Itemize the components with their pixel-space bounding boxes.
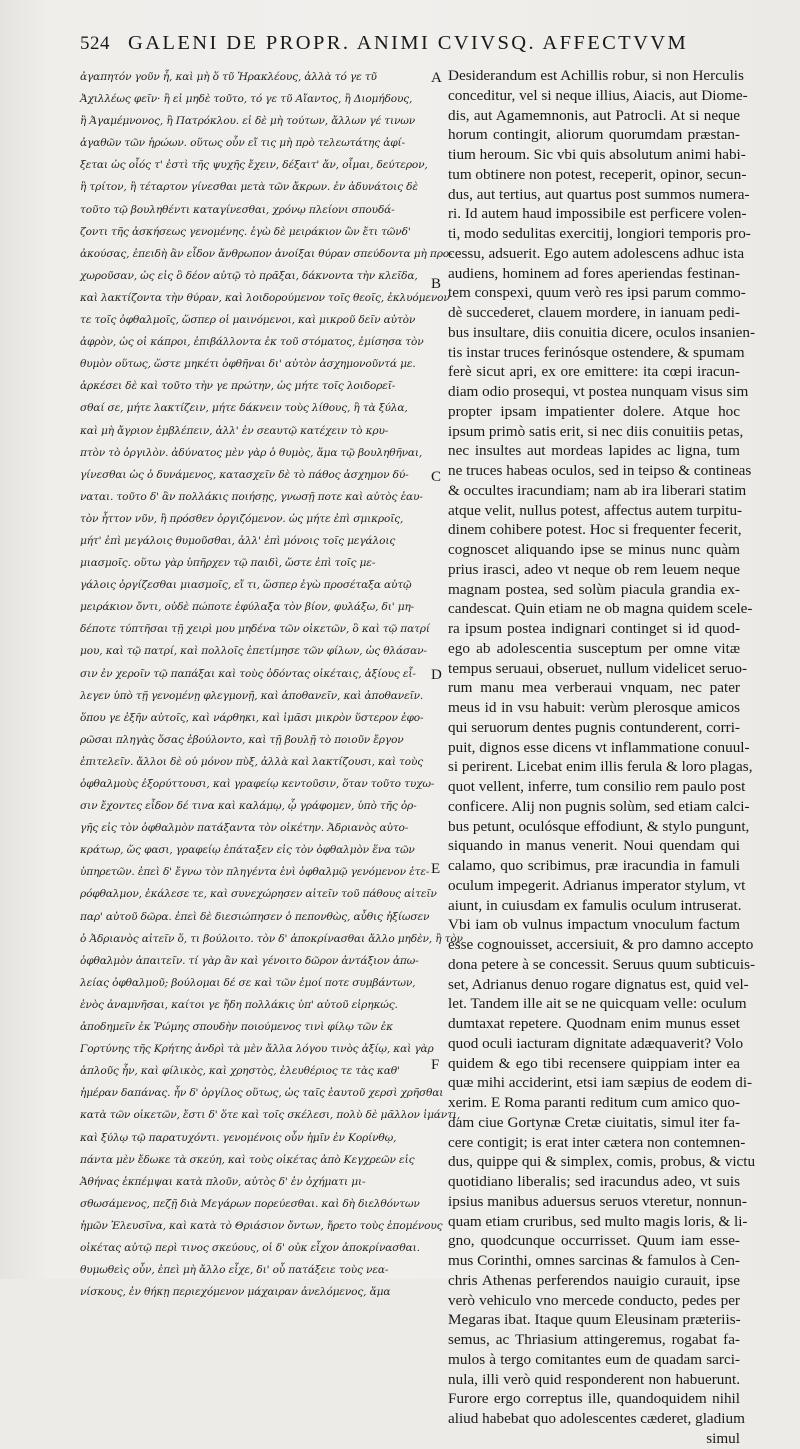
greek-text-line: ἑνὸς ἀναμνῆσαι, καίτοι γε ἤδη πολλάκις ὑπ' αὐτοῦ εἰρηκώς. bbox=[80, 998, 398, 1011]
latin-text-line: dumtaxat repetere. Quodnam enim munus esset bbox=[448, 1015, 740, 1032]
margin-letter-f: F bbox=[431, 1057, 440, 1073]
latin-text-line: tium heroum. Sic vbi quis absolutum animi habi- bbox=[448, 146, 746, 163]
greek-text-line: μου, καὶ τῷ πατρί, καὶ πολλοῖς ἐπετίμησε τῶν φίλων, ὡς θλάσαν- bbox=[80, 645, 427, 658]
greek-text-line: οἰκέτας αὐτῷ περὶ τινος σκεύους, οἱ δ' οὐκ εἶχον ἀποκρίνασθαι. bbox=[80, 1241, 420, 1254]
running-header bbox=[80, 32, 720, 64]
greek-text-line: ὀφθαλμὸν ἀπαιτεῖν. τί γὰρ ἂν καὶ γένοιτο δῶρον ἀντάξιον ἀπω- bbox=[80, 954, 419, 967]
latin-text-line: dona petere à se concessit. Seruus quum subticuis- bbox=[448, 955, 756, 973]
latin-text-line: magnam postea, sed solùm piacula grandia ex- bbox=[448, 580, 740, 598]
greek-text-line: γῆς εἰς τὸν ὀφθαλμὸν πατάξαντα τὸν οἰκέτην. Ἀδριανὸς αὐτο- bbox=[80, 822, 409, 835]
latin-text-line: quotidiano liberalis; sed iracundus adeo, vt suis bbox=[448, 1173, 740, 1190]
greek-text-line: ἀποδημεῖν ἐκ Ῥώμης σπουδὴν ποιούμενος τινὶ φίλῳ τῶν ἐκ bbox=[80, 1021, 393, 1034]
greek-text-line: δέποτε τύπτῆσαι τῇ χειρὶ μου μηδένα τῶν οἰκετῶν, ὃ καὶ τῷ πατρί bbox=[80, 623, 430, 636]
latin-text-line: calamo, quo scribimus, præ iracundia in famuli bbox=[448, 857, 740, 874]
latin-text-column bbox=[448, 66, 756, 1449]
latin-text-line: dam ciue Gortynæ Cretæ ciuitatis, simul iter fa- bbox=[448, 1113, 740, 1131]
latin-text-line: mulos à tergo comitantes eum de quadam sarci- bbox=[448, 1350, 740, 1368]
margin-letter-e: E bbox=[431, 861, 441, 877]
latin-text-line: xerim. E Roma paranti reditum cum amico quo- bbox=[448, 1094, 740, 1111]
latin-text-line: meus id in vsu habuit: verùm plerosque amicos bbox=[448, 699, 740, 716]
margin-letter-d: D bbox=[431, 667, 442, 683]
greek-text-line: τὸν ἧττον νῦν, ἢ πρόσθεν ὀργιζόμενον. ὡς μήτε ἐπὶ σμικροῖς, bbox=[80, 512, 404, 525]
latin-text-line: si perirent. Licebat enim illis ferula & loro plagas, bbox=[448, 758, 753, 776]
latin-text-line: dis, aut Agamemnonis, aut Patrocli. At si neque bbox=[448, 106, 740, 124]
latin-text-line: chris Athenas perferendos nauigio curauit, ipse bbox=[448, 1271, 740, 1289]
greek-text-line: σθαί σε, μήτε λακτίζειν, μήτε δάκνειν τοὺς λίθους, ἢ τὰ ξύλα, bbox=[80, 402, 408, 415]
latin-text-line: Desiderandum est Achillis robur, si non Herculis bbox=[448, 67, 744, 84]
greek-text-line: χωροῦσαν, ὡς εἰς ὃ δέον αὐτῷ τὸ πρᾶξαι, δάκνοντα τὴν κλεῖδα, bbox=[80, 269, 418, 282]
greek-text-line: ναται. τοῦτο δ' ἂν πολλάκις ποιήσῃς, γνωσῇ ποτε καὶ αὐτὸς ἑαυ- bbox=[80, 490, 423, 503]
greek-text-line: ρόφθαλμον, ἐκάλεσε τε, καὶ συνεχώρησεν αἰτεῖν τοῦ πάθους αἰτεῖν bbox=[80, 888, 437, 901]
greek-text-line: λείας ὀφθαλμοῦ; βούλομαι δέ σε καὶ τῶν ἐμοί ποτε συμβάντων, bbox=[80, 976, 416, 989]
latin-text-line: audiens, hominem ad fores aperiendas festinan- bbox=[448, 264, 740, 282]
latin-text-line: dus, aut tertius, aut quartus post summos numera- bbox=[448, 185, 750, 203]
greek-text-line: ὅπου γε ἐξῆν αὐτοῖς, καὶ νάρθηκι, καὶ ἱμᾶσι μικρὸν ὕστερον ἐφο- bbox=[80, 711, 424, 724]
latin-text-line: ri. Id autem haud impossibile est perficere volen- bbox=[448, 205, 747, 223]
latin-text-line: Vbi iam ob vulnus impactum vnoculum factum bbox=[448, 916, 740, 934]
latin-text-line: quidem & ego tibi recensere quippiam inter ea bbox=[448, 1054, 740, 1072]
greek-text-line: σθωσάμενος, πεζῇ διὰ Μεγάρων πορεύεσθαι. καὶ δὴ διελθόντων bbox=[80, 1197, 420, 1210]
latin-text-line: cognoscet aliquando ipse se minus nunc quàm bbox=[448, 541, 740, 558]
latin-text-line: gno, quodcunque occurrisset. Quum iam esse- bbox=[448, 1232, 740, 1250]
greek-text-line: ἡμῶν Ἐλευσῖνα, καὶ κατὰ τὸ Θριάσιον ὄντων, ἤρετο τοὺς ἑπομένους bbox=[80, 1219, 443, 1232]
latin-text-line: ti, modo sedulitas exercitij, longiori temporis pro- bbox=[448, 225, 751, 242]
latin-text-line: horum contingit, aliorum quorumdam præstan- bbox=[448, 126, 740, 144]
margin-letter-b: B bbox=[431, 276, 442, 292]
latin-text-line: qui seruorum dentes pugnis contunderent, corri- bbox=[448, 718, 740, 736]
margin-letter-a: A bbox=[431, 70, 442, 86]
greek-text-line: θυμωθεὶς οὖν, ἐπεὶ μὴ ἄλλο εἶχε, δι' οὗ πατάξειε τοὺς νεα- bbox=[80, 1264, 389, 1277]
latin-text-line: semus, ac Thriasium attingeremus, rogabat fa- bbox=[448, 1331, 740, 1348]
greek-text-line: τε τοῖς ὀφθαλμοῖς, ὥσπερ οἱ μαινόμενοι, καὶ μικροῦ δεῖν αὐτὸν bbox=[80, 314, 416, 327]
latin-text-line: puit, dignos esse dicens vt inflammatione conuul- bbox=[448, 738, 750, 756]
greek-text-line: πάντα μὲν ἔδωκε τὰ σκεύη, καὶ τοὺς οἰκέτας ἀπὸ Κεγχρεῶν εἰς bbox=[80, 1153, 415, 1166]
latin-text-line: dus, quippe qui & simplex, comis, probus, & victu bbox=[448, 1153, 756, 1171]
greek-text-line: σιν ἐν χεροῖν τῷ παπάξαι καὶ τοὺς ὀδόντας οἰκέταις, ἀξίους εἶ- bbox=[80, 667, 416, 680]
page-number: 524 bbox=[80, 33, 110, 54]
latin-text-line: quot vellent, inferre, tum consilio rem paulo post bbox=[448, 778, 746, 795]
greek-text-line: ἡμέραν δαπάνας. ἦν δ' ὀργίλος οὕτως, ὡς ταῖς ἑαυτοῦ χερσὶ χρῆσθαι bbox=[80, 1087, 444, 1100]
greek-text-line: καὶ λακτίζοντα τὴν θύραν, καὶ λοιδορούμενον τοῖς θεοῖς, ἐκλυόμενον bbox=[80, 291, 450, 304]
latin-text-line: let. Tandem ille ait se ne quicquam velle: oculum bbox=[448, 995, 747, 1013]
latin-text-line: esse cognouisset, accersiuit, & pro damno accepto bbox=[448, 936, 754, 953]
latin-text-line: Megaras ibat. Itaque quum Eleusinam præteriis- bbox=[448, 1311, 741, 1329]
greek-text-line: ἀγαπητόν γοῦν ἦ, καὶ μὴ ὅ τῦ Ἡρακλέους, ἀλλὰ τό γε τῦ bbox=[80, 71, 377, 83]
greek-text-line: λεγεν ὑπὸ τῇ γενομένῃ φλεγμονῇ, καὶ ἀποθανεῖν, καὶ ἀποθανεῖν. bbox=[80, 689, 424, 702]
latin-text-line: quæ mihi acciderint, etsi iam sæpius de eodem di- bbox=[448, 1074, 753, 1092]
greek-text-line: καὶ ξύλῳ τῷ παρατυχόντι. γενομένοις οὖν ἡμῖν ἐν Κορίνθῳ, bbox=[80, 1131, 397, 1144]
greek-text-line: μιασμοῖς. οὕτω γὰρ ὑπῆρχεν τῷ παιδὶ, ὥστε ἐπὶ τοῖς με- bbox=[80, 557, 376, 570]
greek-text-line: ἁπλοῦς ἦν, καὶ φίλικὸς, καὶ χρηστὸς, ἐλευθέριος τε τὰς καθ' bbox=[80, 1065, 400, 1078]
greek-text-line: Γορτύνης τῆς Κρήτης ἀνδρὶ τὰ μὲν ἄλλα λόγου τινὸς ἀξίῳ, καὶ γὰρ bbox=[80, 1043, 434, 1056]
greek-text-line: θυμὸν οὕτως, ὥστε μηκέτι ὀφθῆναι δι' αὐτὸν ἀσχημονοῦντά με. bbox=[80, 358, 416, 371]
latin-text-line: tempus seruaui, obseruet, nullum videlicet seruo- bbox=[448, 659, 748, 677]
greek-text-line: νίσκους, ἐν θήκῃ περιεχόμενον μάχαιραν ἀνελόμενος, ἅμα bbox=[80, 1286, 391, 1299]
greek-text-line: ἢ Ἀγαμέμνονος, ἢ Πατρόκλου. εἰ δὲ μὴ τούτων, ἄλλων γέ τινων bbox=[80, 115, 416, 128]
latin-text-line: aliud habebat quo adolescentes cæderet, gladium bbox=[448, 1410, 745, 1427]
greek-text-line: τοῦτο τῷ βουληθέντι καταγίνεσθαι, χρόνῳ πλείονι σπουδά- bbox=[80, 203, 395, 216]
latin-text-line: mus Corinthi, omnes sarcinas & famulos à Cen- bbox=[448, 1252, 740, 1269]
latin-text-line: tis instar truces ferinósque ostendere, & spumam bbox=[448, 343, 745, 361]
latin-text-line: bus petunt, oculósque effodiunt, & stylo pungunt, bbox=[448, 817, 750, 835]
latin-text-line: rum manu mea verberaui vnquam, nec pater bbox=[448, 679, 740, 697]
latin-text-line: aiunt, in cuiusdam ex famulis oculum intruserat. bbox=[448, 896, 742, 914]
latin-text-line: diam odio prosequi, vt postea nunquam visus sim bbox=[448, 383, 749, 400]
latin-text-line: quod oculi iacturam dignitate adæquaverit? Volo bbox=[448, 1034, 744, 1052]
greek-text-line: σιν ἔχοντες εἶδον δέ τινα καὶ καλάμῳ, ᾧ γράφομεν, ὑπὸ τῆς ὀρ- bbox=[80, 800, 417, 813]
greek-text-line: κατὰ τῶν οἰκετῶν, ἔστι δ' ὅτε καὶ τοῖς σκέλεσι, πολὺ δὲ μᾶλλον ἱμάντι, bbox=[80, 1109, 461, 1122]
greek-text-line: Ἀχιλλέως φεῖν· ἢ εἰ μηδὲ τοῦτο, τό γε τῦ Αἴαντος, ἢ Διομήδους, bbox=[80, 93, 413, 106]
latin-text-line: candescat. Quin etiam ne ob magna quidem scele- bbox=[448, 600, 753, 618]
latin-text-line: cere contigit; is erat inter cætera non contemnen- bbox=[448, 1133, 746, 1151]
latin-text-line: siquando in manus venerit. Noui quendam qui bbox=[448, 837, 740, 855]
greek-text-line: ζοντι τῆς ἀσκήσεως γενομένης. ἐγὼ δὲ μειράκιον ὢν ἔτι τῶνδ' bbox=[80, 225, 411, 238]
latin-text-line: bus insultare, diis conuitia dicere, oculos insanien- bbox=[448, 323, 756, 341]
latin-text-line: verò vehiculo vno mercede conducto, pedes per bbox=[448, 1291, 740, 1309]
latin-text-line: simul bbox=[706, 1429, 740, 1447]
greek-text-line: καὶ μὴ ἄγριον ἐμβλέπειν, ἀλλ' ἐν σεαυτῷ κατέχειν τὸ κρυ- bbox=[80, 424, 389, 437]
greek-text-line: ἀκούσας, ἐπειδὴ ἂν εἶδον ἄνθρωπον ἀνοίξαι θύραν σπεύδοντα μὴ προ- bbox=[80, 247, 453, 260]
greek-text-line: κράτωρ, ὥς φασι, γραφείῳ ἐπάταξεν εἰς τὸν ὀφθαλμὸν ἕνα τῶν bbox=[80, 844, 415, 857]
greek-text-line: ὁ Ἀδριανὸς αἰτεῖν ὅ, τι βούλοιτο. τὸν δ' ἀποκρίνασθαι ἄλλο μηδὲν, ἢ τὸν bbox=[80, 932, 463, 945]
latin-text-line: cessu, adsuerit. Ego autem adolescens adhuc ista bbox=[448, 244, 745, 262]
greek-text-line: ἀφρὸν, ὡς οἱ κάπροι, ἐπιβάλλοντα ἐκ τοῦ στόματος, ἐμίσησα τὸν bbox=[80, 336, 424, 349]
latin-text-line: ego ab adolescentia susceptum per omne vitæ bbox=[448, 639, 740, 657]
latin-text-line: dè succederet, clauem mordere, in ianuam pedi- bbox=[448, 304, 740, 321]
latin-text-line: tum obtinere non potest, receperit, opinor, secun- bbox=[448, 165, 747, 183]
latin-text-line: nula, illi verò quid responderent non habuerunt. bbox=[448, 1370, 740, 1388]
latin-text-line: quam etiam cruribus, sed multo magis loris, & li- bbox=[448, 1212, 748, 1230]
latin-text-line: conficere. Alij non pugnis solùm, sed etiam calci- bbox=[448, 797, 750, 815]
greek-text-line: πτὸν τὸ ὀργιλὸν. ἀδύνατος μὲν γὰρ ὁ θυμὸς, ἅμα τῷ βουληθῆναι, bbox=[80, 446, 423, 459]
latin-text-line: propter ipsam impatienter dolere. Atque hoc bbox=[448, 402, 740, 420]
greek-text-line: ξεται ὡς οἷός τ' ἐστὶ τῆς ψυχῆς ἔχειν, δέξαιτ' ἄν, οἶμαι, δεύτερον, bbox=[80, 159, 428, 172]
greek-text-line: μήτ' ἐπὶ μεγάλοις θυμοῦσθαι, ἀλλ' ἐπὶ μόνοις τοῖς μεγάλοις bbox=[80, 534, 396, 547]
latin-text-line: ra ipsum postea indignari continget si id quod- bbox=[448, 620, 740, 637]
latin-text-line: ferè sicut apri, ex ore emittere: ita cœpi iracun- bbox=[448, 363, 740, 381]
greek-text-line: γάλοις ὀργίζεσθαι μιασμοῖς, εἴ τι, ὥσπερ ἐγὼ προσέταξα αὐτῷ bbox=[80, 579, 412, 592]
greek-text-line: ἢ τρίτον, ἢ τέταρτον γίνεσθαι μετὰ τῶν ἄκρων. ἐν ἀδυνάτοις δὲ bbox=[80, 181, 418, 194]
latin-text-line: conceditur, vel si neque illius, Aiacis, aut Diome- bbox=[448, 86, 748, 104]
greek-text-line: μειράκιον ὄντι, οὐδὲ πώποτε ἐφύλαξα τὸν βίον, φυλάξω, δι' μη- bbox=[80, 601, 415, 614]
greek-text-line: ἀγαθῶν τῶν ἡρώων. οὕτως οὖν εἴ τις μὴ πρὸ τελεωτάτης ἀφί- bbox=[80, 137, 405, 150]
greek-text-line: ὑπηρετῶν. ἐπεὶ δ' ἔγνω τὸν πληγέντα ἑνὶ ὀφθαλμῷ γενόμενον ἑτε- bbox=[80, 866, 430, 879]
latin-text-line: nec insultes aut mordeas lapides ac ligna, tum bbox=[448, 442, 740, 460]
latin-text-line: ipsius manibus aduersus seruos vteretur, nonnun- bbox=[448, 1192, 747, 1210]
latin-text-line: oculum impegerit. Adrianus imperator stylum, vt bbox=[448, 876, 746, 894]
latin-text-line: dinem cohibere potest. Hoc si frequenter fecerit, bbox=[448, 521, 742, 539]
greek-text-column bbox=[80, 66, 463, 1303]
latin-text-line: prius irasci, adeo vt neque ob rem leuem neque bbox=[448, 560, 740, 578]
greek-text-line: Ἀθήνας ἐκπέμψαι κατὰ πλοῦν, αὐτὸς δ' ἐν ὀχήματι μι- bbox=[80, 1175, 366, 1188]
latin-text-line: atque velit, nullus potest, affectus autem turpitu- bbox=[448, 501, 743, 519]
greek-text-line: παρ' αὐτοῦ δῶρα. ἐπεὶ δὲ διεσιώπησεν ὁ πεπονθὼς, αὖθις ἠξίωσεν bbox=[80, 910, 430, 923]
latin-text-line: ipsum primò satis erit, si nec diis conuitiis petas, bbox=[448, 422, 744, 440]
greek-text-line: ρῶσαι πληγὰς ὅσας ἐβούλοντο, καὶ τῇ βουλῇ τὸ ποιοῦν ἔργον bbox=[80, 733, 404, 746]
greek-text-line: ὀφθαλμοὺς ἐξορύττουσι, καὶ γραφείῳ κεντοῦσιν, ὅταν τοῦτο τυχω- bbox=[80, 778, 435, 790]
greek-text-line: γίνεσθαι ὡς ὁ δυνάμενος, κατασχεῖν δὲ τὸ πάθος ἀσχημον δύ- bbox=[80, 468, 409, 481]
greek-text-line: ἐπιτελεῖν. ἄλλοι δὲ οὐ μόνον πὺξ, ἀλλὰ καὶ λακτίζουσι, καὶ τοὺς bbox=[80, 755, 424, 768]
latin-text-line: set, Adrianus denuo rogare dignatus est, quid vel- bbox=[448, 975, 749, 993]
margin-letter-c: C bbox=[431, 469, 442, 485]
latin-text-line: Furore ergo correptus ille, quandoquidem nihil bbox=[448, 1390, 740, 1408]
latin-text-line: ne truces habeas oculos, sed in teipso & contineas bbox=[448, 462, 752, 479]
running-title: GALENI DE PROPR. ANIMI CVIVSQ. AFFECTVVM bbox=[128, 32, 689, 54]
latin-text-line: & occultes iracundiam; nam ab ira liberari statim bbox=[448, 481, 747, 499]
latin-text-line: tem conspexi, quum verò res ipsi parum commo- bbox=[448, 284, 746, 302]
greek-text-line: ἀρκέσει δὲ καὶ τοῦτο τὴν γε πρώτην, ὡς μήτε τοῖς λοιδορεῖ- bbox=[80, 380, 396, 393]
